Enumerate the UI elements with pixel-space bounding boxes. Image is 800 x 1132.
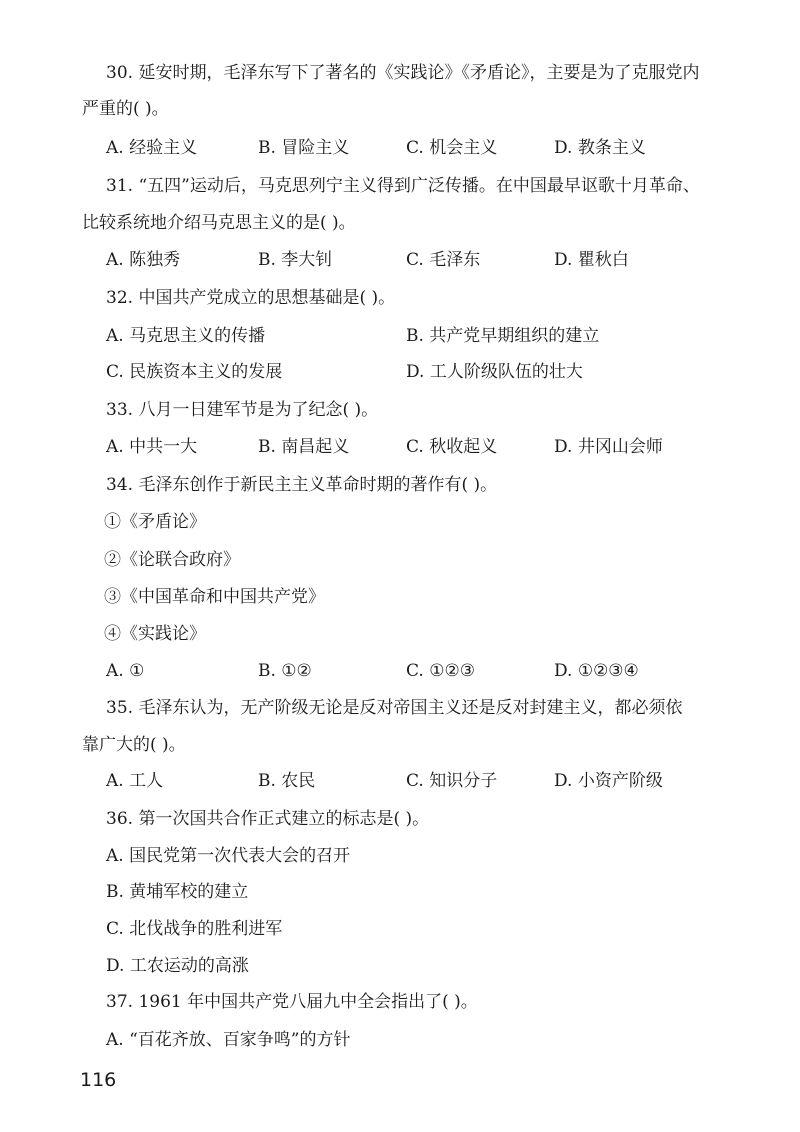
question-35-text-line1: 35. 毛泽东认为，无产阶级无论是反对帝国主义还是反对封建主义，都必须依 bbox=[106, 698, 683, 718]
question-34-option-b: B. ①② bbox=[258, 661, 312, 681]
question-36-option-b: B. 黄埔军校的建立 bbox=[106, 882, 249, 902]
question-34-item-2: ②《论联合政府》 bbox=[104, 550, 240, 570]
question-31-text-line1: 31. “五四”运动后，马克思列宁主义得到广泛传播。在中国最早讴歌十月革命、 bbox=[106, 176, 700, 196]
question-37-option-a: A. “百花齐放、百家争鸣”的方针 bbox=[106, 1030, 351, 1050]
question-35-option-b: B. 农民 bbox=[258, 771, 316, 791]
question-32-option-b: B. 共产党早期组织的建立 bbox=[406, 326, 600, 346]
question-35-option-a: A. 工人 bbox=[106, 771, 164, 791]
question-33-option-a: A. 中共一大 bbox=[106, 437, 198, 457]
question-31-text-line2: 比较系统地介绍马克思主义的是( )。 bbox=[82, 213, 356, 233]
question-32-option-c: C. 民族资本主义的发展 bbox=[106, 362, 283, 382]
question-34-option-c: C. ①②③ bbox=[406, 661, 475, 681]
question-34-item-3: ③《中国革命和中国共产党》 bbox=[104, 587, 325, 607]
question-35-option-d: D. 小资产阶级 bbox=[554, 771, 663, 791]
question-30-option-a: A. 经验主义 bbox=[106, 138, 198, 158]
question-34-text: 34. 毛泽东创作于新民主主义革命时期的著作有( )。 bbox=[106, 475, 498, 495]
question-37-text: 37. 1961 年中国共产党八届九中全会指出了( )。 bbox=[106, 992, 478, 1012]
question-33-text: 33. 八月一日建军节是为了纪念( )。 bbox=[106, 400, 379, 420]
question-34-option-a: A. ① bbox=[106, 661, 145, 681]
question-36-option-a: A. 国民党第一次代表大会的召开 bbox=[106, 846, 351, 866]
question-30-option-b: B. 冒险主义 bbox=[258, 138, 350, 158]
page-number: 116 bbox=[80, 1069, 117, 1091]
question-30-option-d: D. 教条主义 bbox=[554, 138, 646, 158]
question-32-text: 32. 中国共产党成立的思想基础是( )。 bbox=[106, 288, 396, 308]
question-30-text-line1: 30. 延安时期，毛泽东写下了著名的《实践论》《矛盾论》，主要是为了克服党内 bbox=[106, 63, 700, 83]
question-35-text-line2: 靠广大的( )。 bbox=[82, 735, 186, 755]
question-30-text-line2: 严重的( )。 bbox=[82, 99, 169, 119]
question-31-option-d: D. 瞿秋白 bbox=[554, 250, 629, 270]
question-34-item-1: ①《矛盾论》 bbox=[104, 512, 206, 532]
question-33-option-d: D. 井冈山会师 bbox=[554, 437, 663, 457]
question-31-option-a: A. 陈独秀 bbox=[106, 250, 181, 270]
question-32-option-d: D. 工人阶级队伍的壮大 bbox=[406, 362, 583, 382]
question-33-option-c: C. 秋收起义 bbox=[406, 437, 498, 457]
question-31-option-c: C. 毛泽东 bbox=[406, 250, 481, 270]
question-34-item-4: ④《实践论》 bbox=[104, 624, 206, 644]
question-30-option-c: C. 机会主义 bbox=[406, 138, 498, 158]
question-36-text: 36. 第一次国共合作正式建立的标志是( )。 bbox=[106, 809, 430, 829]
question-34-option-d: D. ①②③④ bbox=[554, 661, 639, 681]
question-33-option-b: B. 南昌起义 bbox=[258, 437, 350, 457]
question-31-option-b: B. 李大钊 bbox=[258, 250, 333, 270]
question-36-option-c: C. 北伐战争的胜利进军 bbox=[106, 919, 283, 939]
question-36-option-d: D. 工农运动的高涨 bbox=[106, 956, 249, 976]
question-32-option-a: A. 马克思主义的传播 bbox=[106, 326, 266, 346]
question-35-option-c: C. 知识分子 bbox=[406, 771, 498, 791]
